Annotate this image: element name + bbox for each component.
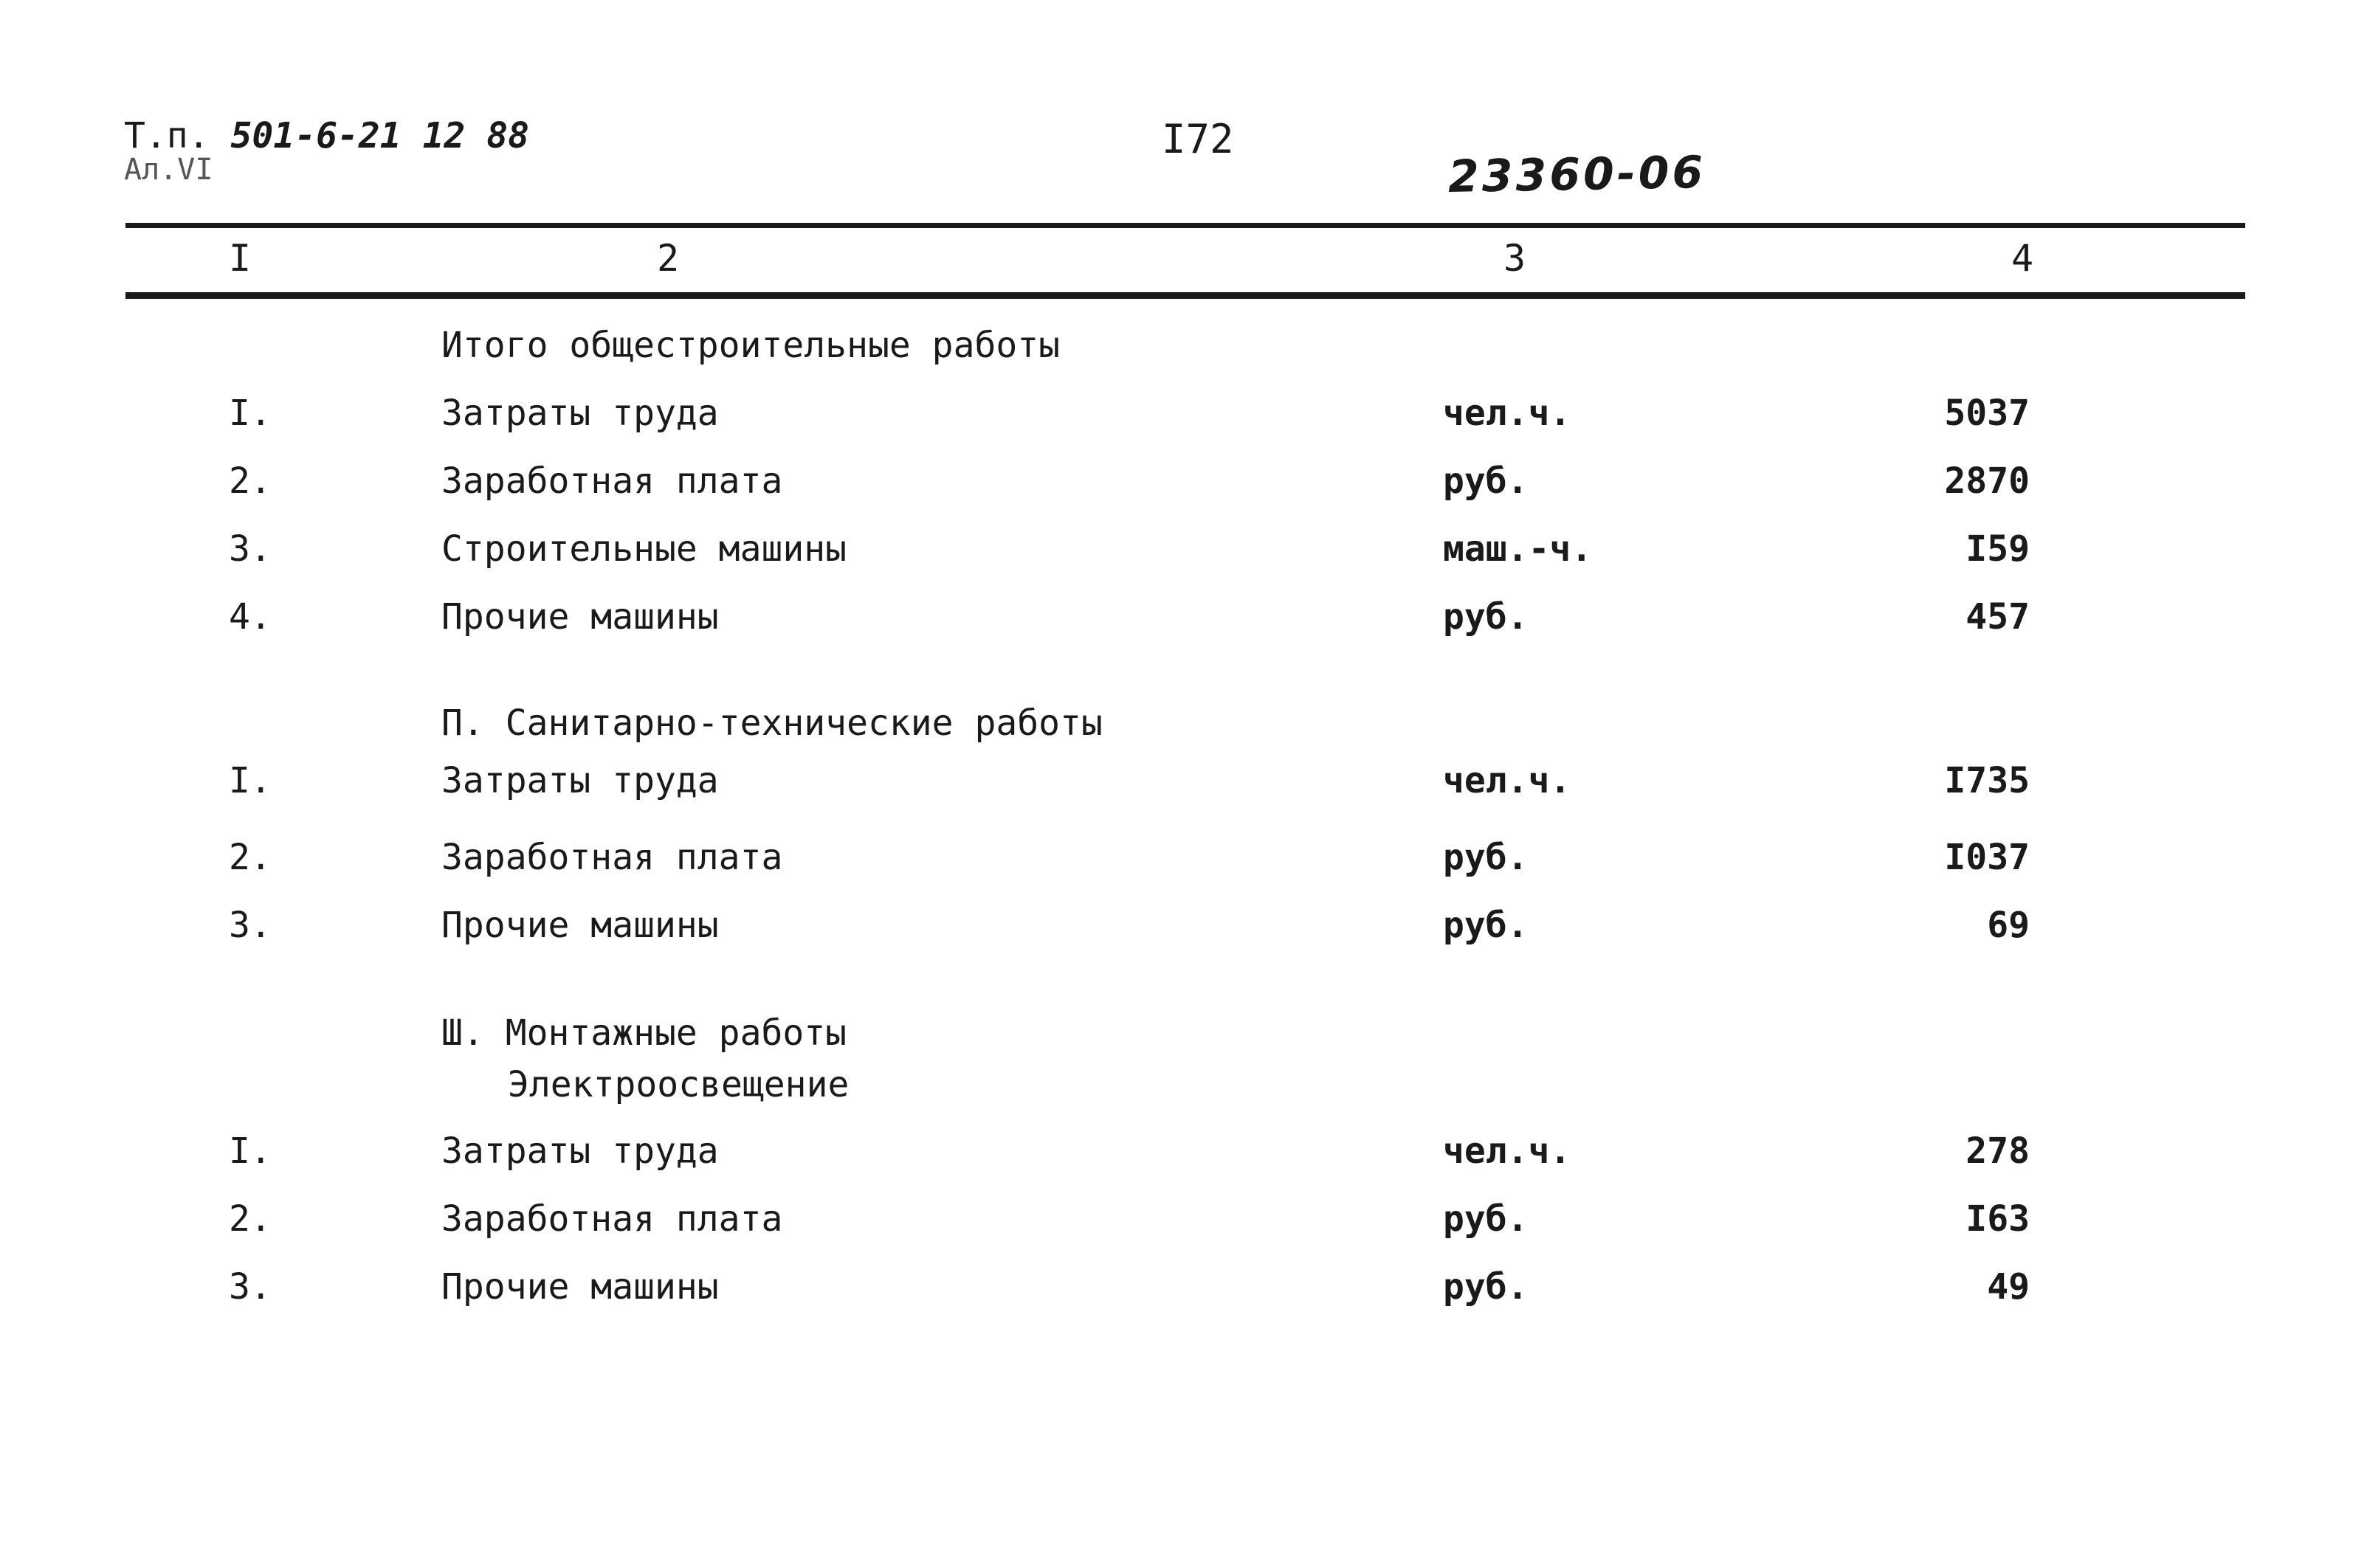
row-value: I735 bbox=[1944, 760, 2030, 801]
row-value: 5037 bbox=[1944, 393, 2030, 434]
row-unit: чел.ч. bbox=[1443, 760, 1571, 801]
row-value: I59 bbox=[1966, 528, 2030, 570]
row-unit: руб. bbox=[1443, 596, 1529, 638]
row-unit: маш.-ч. bbox=[1443, 528, 1593, 570]
section-title: П. Санитарно-технические работы bbox=[441, 702, 1103, 744]
document-code bbox=[124, 117, 529, 155]
row-unit: чел.ч. bbox=[1443, 393, 1571, 434]
row-number: 2. bbox=[229, 460, 272, 502]
row-name: Затраты труда bbox=[441, 393, 719, 434]
row-number: 3. bbox=[229, 528, 272, 570]
inventory-number: 23360-06 bbox=[1447, 146, 1706, 204]
row-unit: руб. bbox=[1443, 905, 1529, 946]
column-header-2: 2 bbox=[656, 237, 680, 280]
row-name: Прочие машины bbox=[441, 905, 719, 946]
row-number: 3. bbox=[229, 905, 272, 946]
section-subtitle: Электроосвещение bbox=[508, 1064, 850, 1105]
row-value: 278 bbox=[1966, 1130, 2030, 1172]
row-value: 69 bbox=[1987, 905, 2030, 946]
row-number: 3. bbox=[229, 1266, 272, 1308]
row-number: I. bbox=[229, 393, 272, 434]
row-number: I. bbox=[229, 1130, 272, 1172]
row-unit: чел.ч. bbox=[1443, 1130, 1571, 1172]
row-name: Затраты труда bbox=[441, 760, 719, 801]
row-value: I037 bbox=[1944, 837, 2030, 878]
row-value: 457 bbox=[1966, 596, 2030, 638]
row-name: Заработная плата bbox=[441, 460, 783, 502]
table-header-rule bbox=[125, 292, 2245, 299]
section-title: Итого общестроительные работы bbox=[441, 325, 1061, 366]
column-header-1: I bbox=[228, 237, 252, 280]
row-value: I63 bbox=[1966, 1198, 2030, 1240]
row-number: 4. bbox=[229, 596, 272, 638]
row-unit: руб. bbox=[1443, 1198, 1529, 1240]
row-name: Заработная плата bbox=[441, 1198, 783, 1240]
row-name: Прочие машины bbox=[441, 1266, 719, 1308]
album-label: Ал.VI bbox=[124, 153, 213, 187]
row-number: I. bbox=[229, 760, 272, 801]
row-number: 2. bbox=[229, 837, 272, 878]
page-number: I72 bbox=[1162, 116, 1234, 162]
column-header-4: 4 bbox=[2011, 237, 2034, 280]
row-name: Заработная плата bbox=[441, 837, 783, 878]
column-header-3: 3 bbox=[1503, 237, 1526, 280]
row-number: 2. bbox=[229, 1198, 272, 1240]
row-value: 49 bbox=[1987, 1266, 2030, 1308]
document-code-prefix: Т.п. bbox=[124, 115, 210, 156]
row-value: 2870 bbox=[1944, 460, 2030, 502]
row-unit: руб. bbox=[1443, 460, 1529, 502]
row-unit: руб. bbox=[1443, 1266, 1529, 1308]
section-title: Ш. Монтажные работы bbox=[441, 1012, 847, 1054]
row-name: Прочие машины bbox=[441, 596, 719, 638]
table-top-rule bbox=[125, 223, 2245, 228]
row-name: Строительные машины bbox=[441, 528, 847, 570]
document-code-series: 501-6-21 12 88 bbox=[230, 115, 530, 156]
row-name: Затраты труда bbox=[441, 1130, 719, 1172]
row-unit: руб. bbox=[1443, 837, 1529, 878]
